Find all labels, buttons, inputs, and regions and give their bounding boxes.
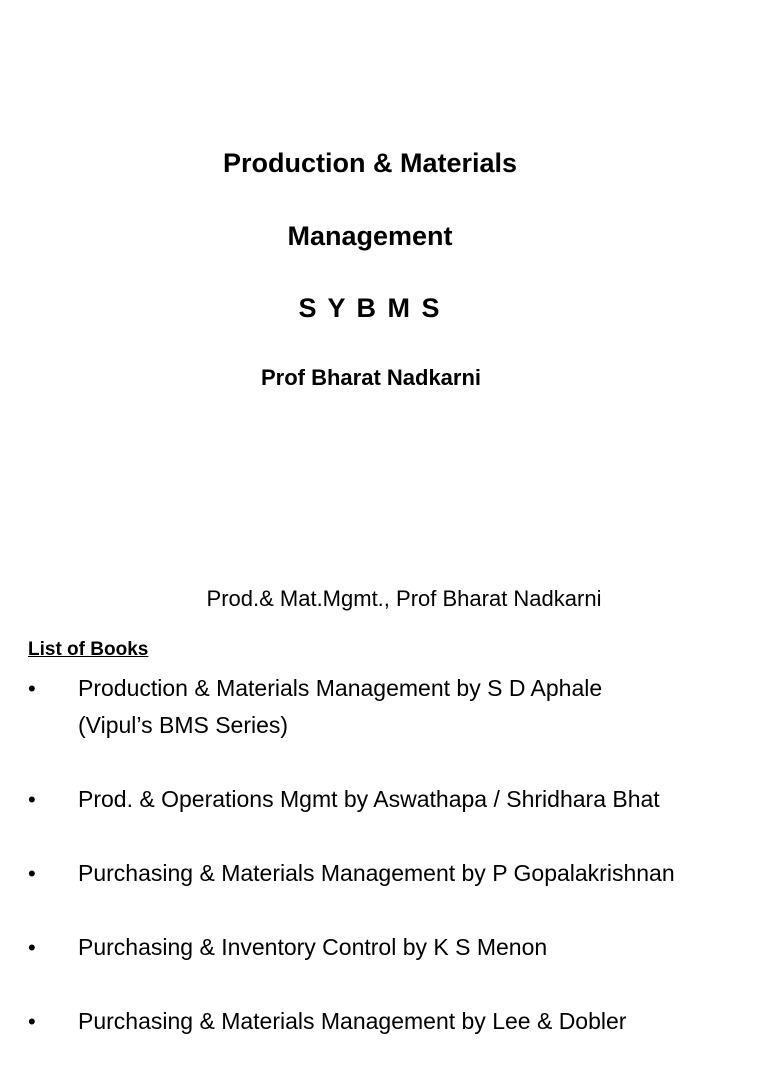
slide-footer: Prod.& Mat.Mgmt., Prof Bharat Nadkarni <box>206 586 602 611</box>
book-title: Purchasing & Materials Management by Lee & Dobler <box>78 1008 627 1034</box>
book-title: Purchasing & Materials Management by P Gopalakrishnan <box>78 860 675 886</box>
book-list-item <box>28 1003 758 1040</box>
document-title-line-2: Management <box>287 221 453 251</box>
bullet-icon: • <box>28 935 36 960</box>
document-title-line-1: Production & Materials <box>222 148 518 178</box>
document-subtitle-course: S Y B M S <box>298 293 442 323</box>
book-title: Purchasing & Inventory Control by K S Menon <box>78 934 548 960</box>
book-list-item <box>28 781 758 818</box>
books-list <box>28 670 758 1077</box>
bullet-icon: • <box>28 1009 36 1034</box>
books-list-heading: List of Books <box>28 639 149 660</box>
book-title: Production & Materials Management by S D Aphale <box>78 675 603 701</box>
book-list-item <box>28 929 758 966</box>
document-author: Prof Bharat Nadkarni <box>260 365 482 390</box>
bullet-icon: • <box>28 676 36 701</box>
book-title-continuation: (Vipul’s BMS Series) <box>78 712 289 738</box>
book-list-item <box>28 855 758 892</box>
bullet-icon: • <box>28 861 36 886</box>
bullet-icon: • <box>28 787 36 812</box>
book-list-item <box>28 670 758 744</box>
book-title: Prod. & Operations Mgmt by Aswathapa / Shridhara Bhat <box>78 786 660 812</box>
